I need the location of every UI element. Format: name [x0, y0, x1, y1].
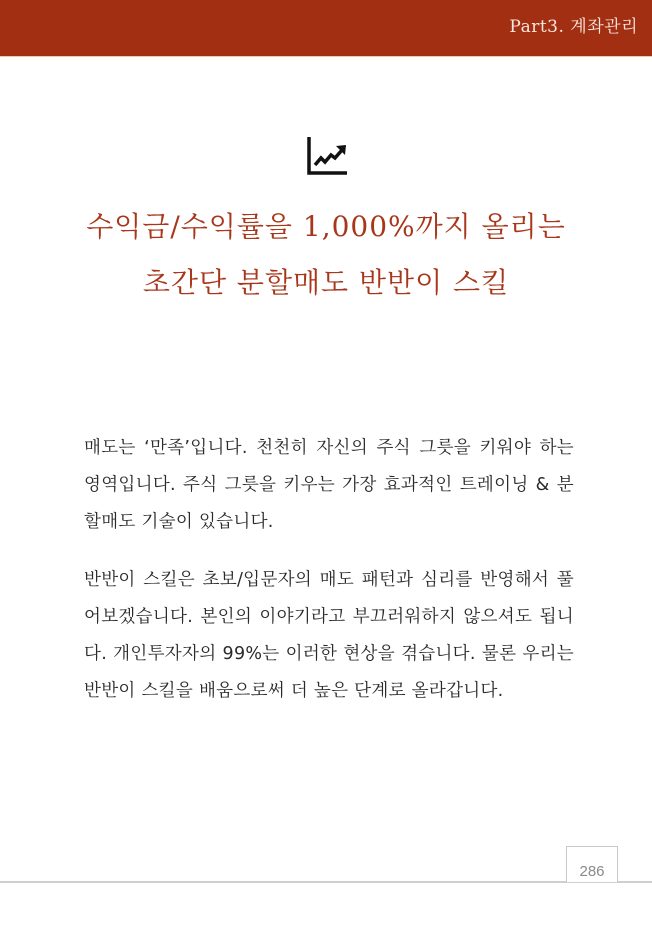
- footer-divider: [0, 881, 652, 883]
- page-title-line-2: 초간단 분할매도 반반이 스킬: [142, 266, 510, 299]
- body-paragraph: 반반이 스킬은 초보/입문자의 매도 패턴과 심리를 반영해서 풀어보겠습니다. 본인의 이야기라고 부끄러워하지 않으셔도 됩니다. 개인투자자의 99%는 이러한 현상을 겪습니다. 물론 우리는 반반이 스킬을 배움으로써 더 높은 단계로 올라갑니다.: [84, 570, 574, 701]
- page-number-tab: [566, 846, 618, 882]
- header-band: [0, 0, 652, 57]
- page-number: 286: [579, 863, 605, 880]
- section-label: Part3. 계좌관리: [509, 17, 638, 37]
- page-title-line-1: 수익금/수익률을 1,000%까지 올리는: [86, 210, 566, 243]
- trending-up-chart-icon: [305, 133, 349, 177]
- body-paragraph: 매도는 ‘만족’입니다. 천천히 자신의 주식 그릇을 키워야 하는 영역입니다. 주식 그릇을 키우는 가장 효과적인 트레이닝 & 분할매도 기술이 있습니다.: [84, 438, 574, 532]
